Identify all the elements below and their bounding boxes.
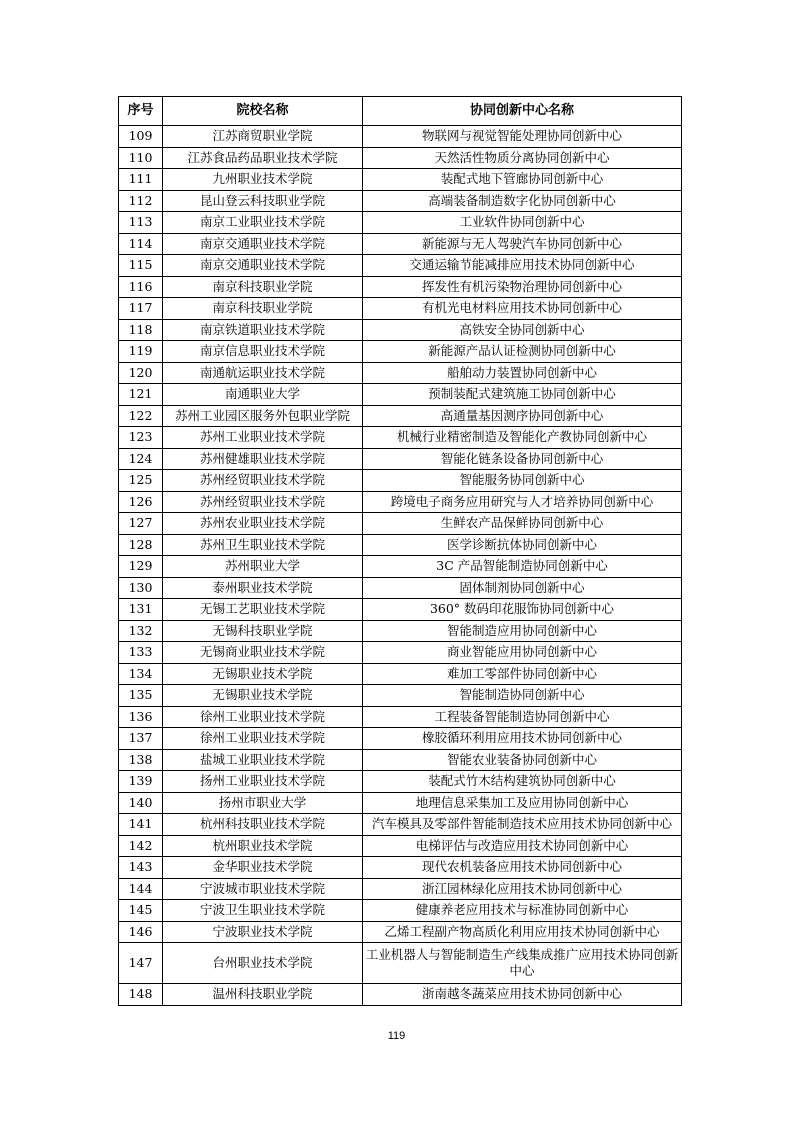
table-row (119, 556, 682, 578)
row-index: 146 (119, 921, 163, 943)
row-index: 126 (119, 491, 163, 513)
row-center: 高通量基因测序协同创新中心 (363, 405, 682, 427)
row-center: 浙南越冬蔬菜应用技术协同创新中心 (363, 984, 682, 1006)
row-index: 137 (119, 728, 163, 750)
table-row (119, 577, 682, 599)
row-index: 142 (119, 835, 163, 857)
row-index: 131 (119, 599, 163, 621)
row-center: 健康养老应用技术与标准协同创新中心 (363, 900, 682, 922)
row-school: 苏州经贸职业技术学院 (163, 491, 363, 513)
row-school: 扬州工业职业技术学院 (163, 771, 363, 793)
table-row (119, 319, 682, 341)
row-school: 无锡工艺职业技术学院 (163, 599, 363, 621)
table-row (119, 706, 682, 728)
row-school: 温州科技职业学院 (163, 984, 363, 1006)
row-school: 南通职业大学 (163, 384, 363, 406)
row-center: 工业软件协同创新中心 (363, 212, 682, 234)
row-center: 跨境电子商务应用研究与人才培养协同创新中心 (363, 491, 682, 513)
table-row (119, 620, 682, 642)
row-index: 110 (119, 147, 163, 169)
table-row (119, 642, 682, 664)
row-center: 汽车模具及零部件智能制造技术应用技术协同创新中心 (363, 814, 682, 836)
header-school: 院校名称 (163, 97, 363, 126)
row-index: 148 (119, 984, 163, 1006)
table-row (119, 384, 682, 406)
row-center: 新能源产品认证检测协同创新中心 (363, 341, 682, 363)
table-row (119, 771, 682, 793)
table-row (119, 147, 682, 169)
row-index: 112 (119, 190, 163, 212)
row-index: 138 (119, 749, 163, 771)
row-school: 南京科技职业学院 (163, 276, 363, 298)
table-row (119, 984, 682, 1006)
row-center: 智能制造应用协同创新中心 (363, 620, 682, 642)
row-school: 宁波卫生职业技术学院 (163, 900, 363, 922)
page-number: 119 (387, 1030, 406, 1042)
row-index: 123 (119, 427, 163, 449)
table-row (119, 169, 682, 191)
header-index: 序号 (119, 97, 163, 126)
row-school: 南京科技职业学院 (163, 298, 363, 320)
row-index: 125 (119, 470, 163, 492)
row-index: 135 (119, 685, 163, 707)
row-school: 金华职业技术学院 (163, 857, 363, 879)
table-row (119, 212, 682, 234)
row-school: 南京铁道职业技术学院 (163, 319, 363, 341)
row-index: 124 (119, 448, 163, 470)
row-center: 商业智能应用协同创新中心 (363, 642, 682, 664)
table-row (119, 126, 682, 148)
row-center: 工程装备智能制造协同创新中心 (363, 706, 682, 728)
table-row (119, 900, 682, 922)
table-row (119, 491, 682, 513)
table-row (119, 663, 682, 685)
row-center: 工业机器人与智能制造生产线集成推广应用技术协同创新中心 (363, 943, 682, 984)
row-index: 113 (119, 212, 163, 234)
table-body (119, 126, 682, 1006)
row-school: 江苏食品药品职业技术学院 (163, 147, 363, 169)
table-row (119, 749, 682, 771)
row-center: 智能制造协同创新中心 (363, 685, 682, 707)
row-school: 宁波职业技术学院 (163, 921, 363, 943)
row-center: 橡胶循环利用应用技术协同创新中心 (363, 728, 682, 750)
table-row (119, 943, 682, 984)
row-center: 难加工零部件协同创新中心 (363, 663, 682, 685)
row-center: 装配式地下管廊协同创新中心 (363, 169, 682, 191)
row-school: 九州职业技术学院 (163, 169, 363, 191)
row-school: 杭州职业技术学院 (163, 835, 363, 857)
row-index: 122 (119, 405, 163, 427)
table-row (119, 878, 682, 900)
row-center: 3C 产品智能制造协同创新中心 (363, 556, 682, 578)
row-center: 乙烯工程副产物高质化利用应用技术协同创新中心 (363, 921, 682, 943)
row-index: 127 (119, 513, 163, 535)
row-index: 111 (119, 169, 163, 191)
row-center: 生鲜农产品保鲜协同创新中心 (363, 513, 682, 535)
table-row (119, 921, 682, 943)
row-school: 苏州经贸职业技术学院 (163, 470, 363, 492)
table-row (119, 599, 682, 621)
table-row (119, 298, 682, 320)
row-school: 无锡职业技术学院 (163, 685, 363, 707)
row-index: 130 (119, 577, 163, 599)
row-center: 船舶动力装置协同创新中心 (363, 362, 682, 384)
table-row (119, 341, 682, 363)
row-school: 台州职业技术学院 (163, 943, 363, 984)
row-school: 苏州工业职业技术学院 (163, 427, 363, 449)
table-row (119, 255, 682, 277)
row-center: 预制装配式建筑施工协同创新中心 (363, 384, 682, 406)
row-index: 115 (119, 255, 163, 277)
row-index: 129 (119, 556, 163, 578)
row-center: 机械行业精密制造及智能化产教协同创新中心 (363, 427, 682, 449)
row-index: 109 (119, 126, 163, 148)
row-index: 117 (119, 298, 163, 320)
row-center: 物联网与视觉智能处理协同创新中心 (363, 126, 682, 148)
row-school: 苏州农业职业技术学院 (163, 513, 363, 535)
row-school: 泰州职业技术学院 (163, 577, 363, 599)
row-index: 145 (119, 900, 163, 922)
table-header-row (119, 97, 682, 126)
row-index: 119 (119, 341, 163, 363)
table-row (119, 233, 682, 255)
row-school: 南京信息职业技术学院 (163, 341, 363, 363)
table-row (119, 857, 682, 879)
table-row (119, 448, 682, 470)
row-index: 134 (119, 663, 163, 685)
innovation-center-table (118, 96, 682, 1006)
row-school: 昆山登云科技职业学院 (163, 190, 363, 212)
row-school: 无锡商业职业技术学院 (163, 642, 363, 664)
row-center: 浙江园林绿化应用技术协同创新中心 (363, 878, 682, 900)
row-center: 交通运输节能减排应用技术协同创新中心 (363, 255, 682, 277)
row-center: 高铁安全协同创新中心 (363, 319, 682, 341)
row-school: 扬州市职业大学 (163, 792, 363, 814)
row-index: 143 (119, 857, 163, 879)
row-index: 144 (119, 878, 163, 900)
row-index: 140 (119, 792, 163, 814)
table-row (119, 427, 682, 449)
row-school: 江苏商贸职业学院 (163, 126, 363, 148)
row-index: 139 (119, 771, 163, 793)
row-index: 116 (119, 276, 163, 298)
row-center: 天然活性物质分离协同创新中心 (363, 147, 682, 169)
table-row (119, 513, 682, 535)
table-row (119, 405, 682, 427)
table-row (119, 276, 682, 298)
row-center: 地理信息采集加工及应用协同创新中心 (363, 792, 682, 814)
row-index: 121 (119, 384, 163, 406)
row-index: 136 (119, 706, 163, 728)
row-index: 120 (119, 362, 163, 384)
row-index: 132 (119, 620, 163, 642)
table-row (119, 362, 682, 384)
row-index: 133 (119, 642, 163, 664)
row-index: 114 (119, 233, 163, 255)
row-center: 挥发性有机污染物治理协同创新中心 (363, 276, 682, 298)
row-school: 苏州健雄职业技术学院 (163, 448, 363, 470)
row-school: 徐州工业职业技术学院 (163, 728, 363, 750)
row-center: 电梯评估与改造应用技术协同创新中心 (363, 835, 682, 857)
row-center: 医学诊断抗体协同创新中心 (363, 534, 682, 556)
row-school: 南京交通职业技术学院 (163, 233, 363, 255)
table-row (119, 685, 682, 707)
row-school: 南通航运职业技术学院 (163, 362, 363, 384)
row-center: 智能化链条设备协同创新中心 (363, 448, 682, 470)
table-row (119, 792, 682, 814)
table-row (119, 728, 682, 750)
row-school: 杭州科技职业技术学院 (163, 814, 363, 836)
row-center: 360° 数码印花服饰协同创新中心 (363, 599, 682, 621)
row-school: 苏州工业园区服务外包职业学院 (163, 405, 363, 427)
row-school: 无锡科技职业学院 (163, 620, 363, 642)
table-row (119, 835, 682, 857)
row-center: 智能服务协同创新中心 (363, 470, 682, 492)
row-school: 苏州职业大学 (163, 556, 363, 578)
table-row (119, 814, 682, 836)
row-center: 智能农业装备协同创新中心 (363, 749, 682, 771)
row-school: 苏州卫生职业技术学院 (163, 534, 363, 556)
row-index: 147 (119, 943, 163, 984)
row-school: 无锡职业技术学院 (163, 663, 363, 685)
row-school: 盐城工业职业技术学院 (163, 749, 363, 771)
row-center: 现代农机装备应用技术协同创新中心 (363, 857, 682, 879)
row-center: 新能源与无人驾驶汽车协同创新中心 (363, 233, 682, 255)
row-center: 装配式竹木结构建筑协同创新中心 (363, 771, 682, 793)
table-row (119, 190, 682, 212)
row-index: 141 (119, 814, 163, 836)
row-school: 南京工业职业技术学院 (163, 212, 363, 234)
table-row (119, 470, 682, 492)
row-index: 128 (119, 534, 163, 556)
row-center: 有机光电材料应用技术协同创新中心 (363, 298, 682, 320)
row-school: 徐州工业职业技术学院 (163, 706, 363, 728)
header-center: 协同创新中心名称 (363, 97, 682, 126)
row-school: 南京交通职业技术学院 (163, 255, 363, 277)
row-center: 固体制剂协同创新中心 (363, 577, 682, 599)
row-school: 宁波城市职业技术学院 (163, 878, 363, 900)
row-index: 118 (119, 319, 163, 341)
table-row (119, 534, 682, 556)
row-center: 高端装备制造数字化协同创新中心 (363, 190, 682, 212)
